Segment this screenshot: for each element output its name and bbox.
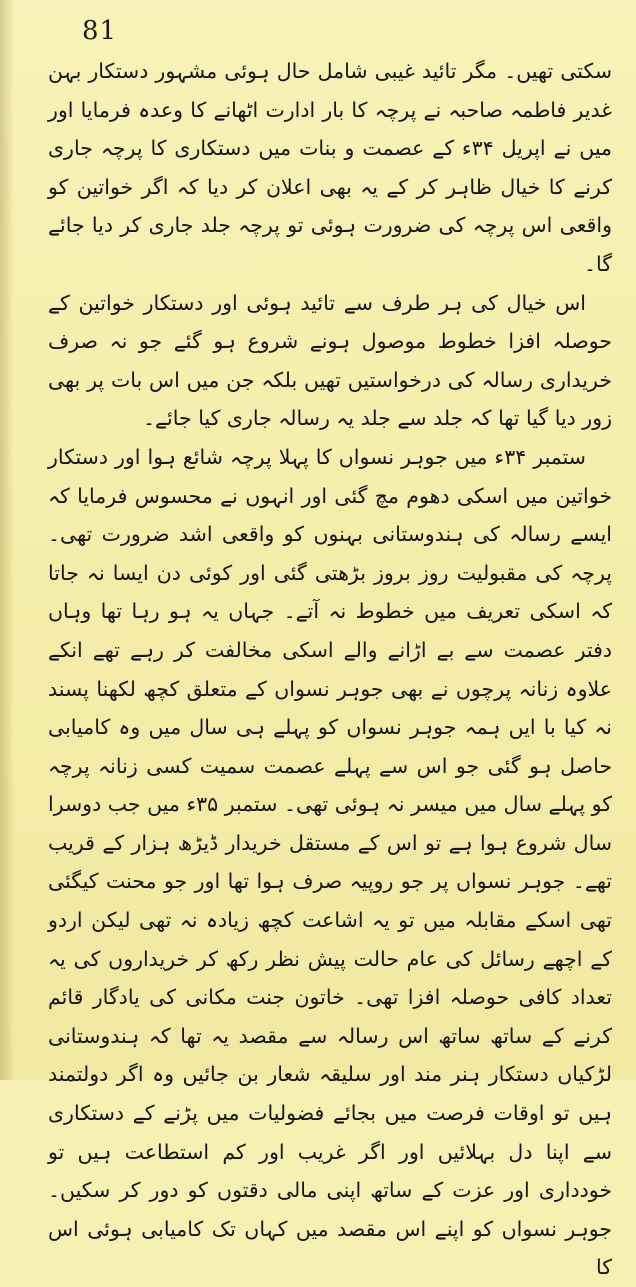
page-number: 81 [82,16,118,46]
paragraph-3: ستمبر ۳۴ء میں جوہر نسواں کا پہلا پرچہ شائع ہوا اور دستکار خواتین میں اسکی دھوم مچ گئی اور انہوں نے محسوس فرمایا کہ ایسے رسالہ کی ہندوستانی بہنوں کو واقعی اشد ضرورت تھی۔ پرچہ کی مقبولیت روز بروز بڑھتی گئی اور کوئی دن ایسا نہ جاتا کہ اسکی تعریف میں خطوط نہ آتے۔ جہاں یہ ہو رہا تھا وہاں دفتر عصمت سے بے اڑانے والے اسکی مخالفت کر رہے تھے انکے علاوہ زنانہ پرچوں نے بھی جوہر نسواں کے متعلق کچھ لکھنا پسند نہ کیا با ایں ہمہ جوہر نسواں کو پہلے ہی سال میں وہ کامیابی حاصل ہو گئی جو اس سے پہلے عصمت سمیت کسی زنانہ پرچہ کو پہلے سال میں میسر نہ ہوئی تھی۔ ستمبر ۳۵ء میں جب دوسرا سال شروع ہوا ہے تو اس کے مستقل خریدار ڈیڑھ ہزار کے قریب تھے۔ جوہر نسواں پر جو روپیہ صرف ہوا تھا اور جو محنت کیگئی تھی اسکے مقابلہ میں تو یہ اشاعت کچھ زیادہ نہ تھی لیکن اردو کے اچھے رسائل کی عام حالت پیش نظر رکھ کر خریداروں کی یہ تعداد کافی حوصلہ افزا تھی۔ خاتون جنت مکانی کی یادگار قائم کرنے کے ساتھ ساتھ اس رسالہ سے مقصد یہ تھا کہ ہندوستانی لڑکیاں دستکار ہنر مند اور سلیقہ شعار بن جائیں وہ اگر دولتمند ہیں تو اوقات فرصت میں بجائے فضولیات میں پڑنے کے دستکاری سے اپنا دل بہلائیں اور اگر غریب اور کم استطاعت ہیں تو خودداری اور عزت کے ساتھ اپنی مالی دقتوں کو دور کر سکیں۔ جوہر نسواں کو اپنے اس مقصد میں کہاں تک کامیابی ہوئی اس کا [48,444,612,1280]
page-body-text [48,52,612,1287]
paragraph-2: اس خیال کی ہر طرف سے تائید ہوئی اور دستکار خواتین کے حوصلہ افزا خطوط موصول ہونے شروع ہو گئے جو نہ صرف خریداری رسالہ کی درخواستیں تھیں بلکہ جن میں اس بات پر بھی زور دیا گیا تھا کہ جلد سے جلد یہ رسالہ جاری کیا جائے۔ [48,290,612,431]
page-gutter-shadow [0,0,14,1080]
paragraph-1: سکتی تھیں۔ مگر تائید غیبی شامل حال ہوئی مشہور دستکار بہن غدیر فاطمہ صاحبہ نے پرچہ کا بار ادارت اٹھانے کا وعدہ فرمایا اور میں نے اپریل ۳۴ء کے عصمت و بنات میں دستکاری کا پرچہ جاری کرنے کا خیال ظاہر کر کے یہ بھی اعلان کر دیا کہ اگر خواتین کو واقعی اس پرچہ کی ضرورت ہوئی تو پرچہ جلد جاری کر دیا جائے گا۔ [48,59,612,276]
